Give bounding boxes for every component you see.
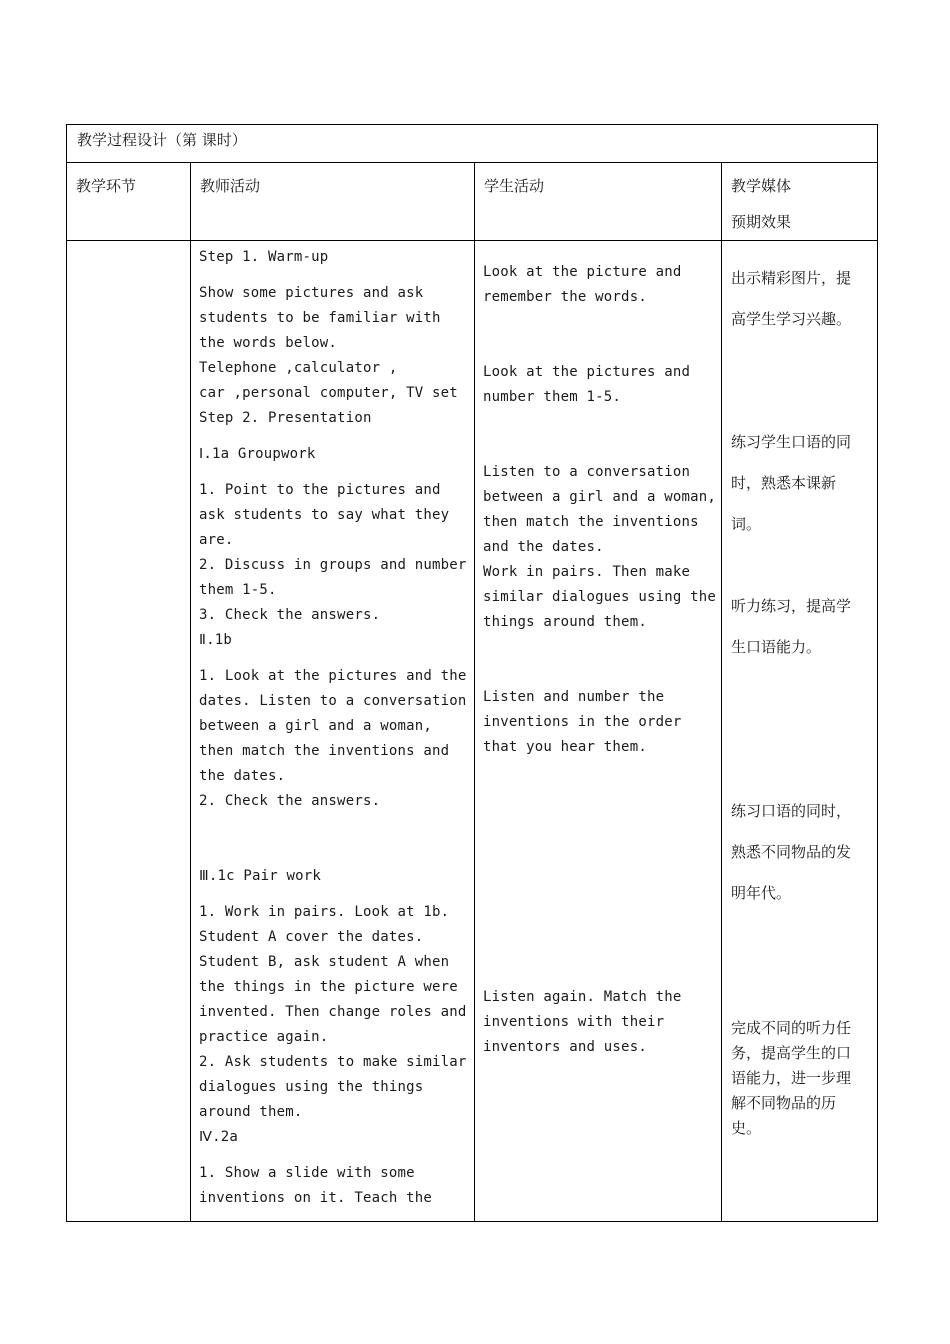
- title-row: [67, 125, 878, 163]
- media-effect-cell: [722, 241, 878, 1222]
- student-line: inventors and uses.: [483, 1039, 647, 1055]
- student-line: number them 1-5.: [483, 389, 622, 405]
- table-title: 教学过程设计（第 课时）: [77, 131, 247, 149]
- teacher-line: 1. Show a slide with some: [199, 1165, 415, 1181]
- teacher-line: 2. Discuss in groups and number: [199, 557, 467, 573]
- media-line: 练习口语的同时，: [731, 802, 852, 820]
- student-line: that you hear them.: [483, 739, 647, 755]
- media-line: 务，提高学生的口: [731, 1044, 852, 1062]
- teacher-activity-cell: [191, 241, 475, 1222]
- teacher-line: invented. Then change roles and: [199, 1004, 467, 1020]
- teacher-line: the words below.: [199, 335, 338, 351]
- content-row: [67, 241, 878, 1222]
- media-line: 听力练习，提高学: [731, 597, 852, 615]
- student-activity-cell: [475, 241, 722, 1222]
- teacher-line: Ⅰ.1a Groupwork: [199, 446, 316, 462]
- section-cell: [67, 241, 191, 1222]
- media-line: 生口语能力。: [731, 638, 822, 656]
- teacher-line: around them.: [199, 1104, 303, 1120]
- teacher-line: 3. Check the answers.: [199, 607, 381, 623]
- student-line: inventions in the order: [483, 714, 682, 730]
- teacher-line: car ,personal computer, TV set: [199, 385, 458, 401]
- teacher-line: the things in the picture were: [199, 979, 458, 995]
- lesson-plan-table: [66, 124, 878, 1222]
- student-line: similar dialogues using the: [483, 589, 716, 605]
- student-line: Work in pairs. Then make: [483, 564, 691, 580]
- media-line: 词。: [731, 515, 762, 533]
- teacher-line: then match the inventions and: [199, 743, 450, 759]
- student-line: between a girl and a woman,: [483, 489, 716, 505]
- student-line: Listen and number the: [483, 689, 665, 705]
- teacher-line: Step 2. Presentation: [199, 410, 372, 426]
- teacher-line: 1. Work in pairs. Look at 1b.: [199, 904, 450, 920]
- teacher-line: them 1-5.: [199, 582, 277, 598]
- teacher-line: 2. Ask students to make similar: [199, 1054, 467, 1070]
- header-effect-label: 预期效果: [731, 213, 792, 231]
- media-line: 熟悉不同物品的发: [731, 843, 852, 861]
- header-row: [67, 163, 878, 241]
- student-line: things around them.: [483, 614, 647, 630]
- teacher-line: inventions on it. Teach the: [199, 1190, 432, 1206]
- teacher-line: dialogues using the things: [199, 1079, 424, 1095]
- student-line: Look at the pictures and: [483, 364, 691, 380]
- header-student-label: 学生活动: [484, 177, 545, 195]
- media-line: 时，熟悉本课新: [731, 474, 837, 492]
- teacher-line: 1. Point to the pictures and: [199, 482, 441, 498]
- student-line: inventions with their: [483, 1014, 665, 1030]
- student-line: remember the words.: [483, 289, 647, 305]
- student-line: then match the inventions: [483, 514, 699, 530]
- teacher-line: Student A cover the dates.: [199, 929, 424, 945]
- teacher-line: 1. Look at the pictures and the: [199, 668, 467, 684]
- teacher-line: students to be familiar with: [199, 310, 441, 326]
- teacher-line: Ⅳ.2a: [199, 1129, 239, 1145]
- header-media-label: 教学媒体: [731, 177, 792, 195]
- table-title-cell: [67, 125, 878, 163]
- header-teacher-label: 教师活动: [200, 177, 261, 195]
- teacher-line: Show some pictures and ask: [199, 285, 424, 301]
- student-line: Listen again. Match the: [483, 989, 682, 1005]
- teacher-line: between a girl and a woman,: [199, 718, 432, 734]
- student-line: Look at the picture and: [483, 264, 682, 280]
- media-line: 史。: [731, 1119, 762, 1137]
- media-line: 解不同物品的历: [731, 1094, 837, 1112]
- teacher-line: ask students to say what they: [199, 507, 450, 523]
- teacher-line: Ⅱ.1b: [199, 632, 232, 648]
- media-line: 明年代。: [731, 884, 792, 902]
- header-media: [722, 163, 878, 241]
- teacher-line: dates. Listen to a conversation: [199, 693, 467, 709]
- teacher-line: Student B, ask student A when: [199, 954, 450, 970]
- teacher-line: the dates.: [199, 768, 286, 784]
- media-line: 高学生学习兴趣。: [731, 310, 852, 328]
- teacher-line: are.: [199, 532, 234, 548]
- header-section-label: 教学环节: [76, 177, 137, 195]
- header-teacher: [191, 163, 475, 241]
- student-line: Listen to a conversation: [483, 464, 691, 480]
- media-line: 出示精彩图片，提: [731, 269, 852, 287]
- media-line: 完成不同的听力任: [731, 1019, 852, 1037]
- media-line: 练习学生口语的同: [731, 433, 852, 451]
- media-line: 语能力，进一步理: [731, 1069, 852, 1087]
- teacher-line: practice again.: [199, 1029, 329, 1045]
- teacher-line: Ⅲ.1c Pair work: [199, 868, 322, 884]
- teacher-line: 2. Check the answers.: [199, 793, 381, 809]
- teacher-line: Telephone ,calculator ,: [199, 360, 398, 376]
- teacher-line: Step 1. Warm-up: [199, 249, 329, 265]
- header-student: [475, 163, 722, 241]
- header-section: [67, 163, 191, 241]
- student-line: and the dates.: [483, 539, 604, 555]
